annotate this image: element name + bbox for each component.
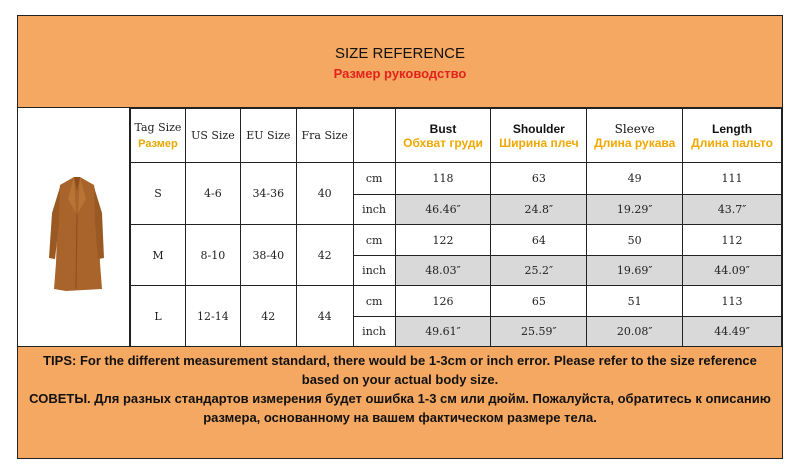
size-tag: L [131, 286, 186, 347]
size-reference-subtitle: Размер руководство [333, 66, 467, 81]
size-us: 8-10 [185, 225, 240, 286]
tips-section [18, 346, 782, 458]
header-tag-size-en: Tag Size [134, 120, 182, 134]
bust-inch: 46.46″ [395, 195, 491, 225]
sleeve-cm: 49 [587, 163, 683, 195]
unit-cm: cm [353, 225, 395, 256]
size-reference-header [18, 16, 782, 108]
size-tag: M [131, 225, 186, 286]
length-inch: 43.7″ [683, 195, 782, 225]
length-inch: 44.09″ [683, 256, 782, 286]
size-fra: 44 [296, 286, 353, 347]
sleeve-cm: 51 [587, 286, 683, 317]
header-eu-size: EU Size [240, 109, 296, 163]
bust-inch: 48.03″ [395, 256, 491, 286]
unit-inch: inch [353, 317, 395, 347]
table-row [131, 163, 782, 195]
length-cm: 111 [683, 163, 782, 195]
header-length-en: Length [712, 121, 753, 136]
header-bust [395, 109, 491, 163]
length-cm: 113 [683, 286, 782, 317]
sleeve-inch: 19.29″ [587, 195, 683, 225]
header-bust-ru: Обхват груди [403, 135, 483, 150]
header-length [683, 109, 782, 163]
header-shoulder-en: Shoulder [512, 121, 565, 136]
bust-cm: 118 [395, 163, 491, 195]
shoulder-inch: 24.8″ [491, 195, 587, 225]
bust-cm: 126 [395, 286, 491, 317]
bust-inch: 49.61″ [395, 317, 491, 347]
size-reference-title: SIZE REFERENCE [334, 45, 466, 62]
header-sleeve-en: Sleeve [614, 121, 655, 136]
tips-russian: СОВЕТЫ. Для разных стандартов измерения будет ошибка 1-3 см или дюйм. Пожалуйста, обратитесь к описанию размера, основанному на вашем фактическом размере тела. [29, 391, 771, 425]
header-bust-en: Bust [429, 121, 457, 136]
unit-cm: cm [353, 163, 395, 195]
shoulder-inch: 25.2″ [491, 256, 587, 286]
size-chart-frame [17, 15, 783, 459]
tips-english: TIPS: For the different measurement standard, there would be 1-3cm or inch error. Please refer to the size reference based on your actual body size. [43, 353, 757, 387]
unit-inch: inch [353, 195, 395, 225]
table-header-row [131, 109, 782, 163]
header-us-size: US Size [185, 109, 240, 163]
size-eu: 42 [240, 286, 296, 347]
table-row [131, 286, 782, 317]
header-sleeve [587, 109, 683, 163]
coat-photo [18, 108, 130, 346]
length-inch: 44.49″ [683, 317, 782, 347]
coat-illustration [18, 108, 130, 346]
sleeve-inch: 19.69″ [587, 256, 683, 286]
size-us: 4-6 [185, 163, 240, 225]
table-row [131, 225, 782, 256]
header-fra-size: Fra Size [296, 109, 353, 163]
length-cm: 112 [683, 225, 782, 256]
size-us: 12-14 [185, 286, 240, 347]
unit-inch: inch [353, 256, 395, 286]
header-length-ru: Длина пальто [691, 135, 773, 150]
shoulder-cm: 63 [491, 163, 587, 195]
shoulder-cm: 65 [491, 286, 587, 317]
header-tag-size-ru: Размер [138, 137, 178, 150]
header-tag-size [131, 109, 186, 163]
size-eu: 34-36 [240, 163, 296, 225]
shoulder-inch: 25.59″ [491, 317, 587, 347]
shoulder-cm: 64 [491, 225, 587, 256]
size-tag: S [131, 163, 186, 225]
sleeve-cm: 50 [587, 225, 683, 256]
header-unit-blank [353, 109, 395, 163]
header-shoulder [491, 109, 587, 163]
size-fra: 40 [296, 163, 353, 225]
sleeve-inch: 20.08″ [587, 317, 683, 347]
size-eu: 38-40 [240, 225, 296, 286]
header-sleeve-ru: Длина рукава [594, 135, 676, 150]
size-fra: 42 [296, 225, 353, 286]
bust-cm: 122 [395, 225, 491, 256]
unit-cm: cm [353, 286, 395, 317]
size-table [130, 108, 782, 347]
header-shoulder-ru: Ширина плеч [499, 135, 579, 150]
